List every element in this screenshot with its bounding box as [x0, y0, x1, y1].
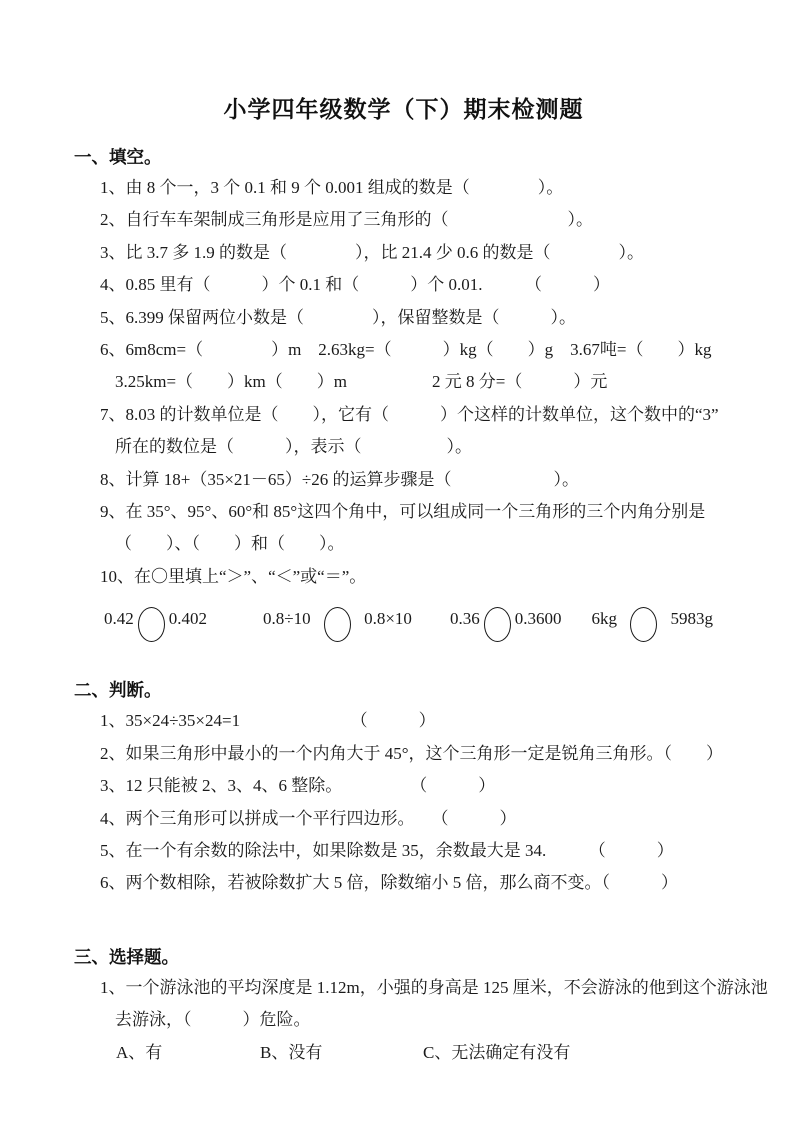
comparison-row — [104, 597, 733, 641]
judgement-line-2: 2、如果三角形中最小的一个内角大于 45°，这个三角形一定是锐角三角形。（ ） — [100, 743, 724, 763]
comparison-left-value: 6kg — [591, 609, 622, 629]
comparison-right-value: 0.3600 — [514, 609, 562, 629]
choice-option-a: A、有 — [116, 1042, 163, 1062]
judgement-line-3: 3、12 只能被 2、3、4、6 整除。 （ ） — [100, 776, 496, 796]
choice-question-continuation: 去游泳，（ ）危险。 — [115, 1010, 311, 1030]
comparison-left-value: 0.42 — [104, 609, 134, 629]
comparison-circle-icon — [484, 607, 511, 642]
section-heading-fill-blanks: 一、填空。 — [74, 147, 162, 167]
section-true-false — [100, 705, 733, 899]
question-line-1: 1、由 8 个一，3 个 0.1 和 9 个 0.001 组成的数是（ ）。 — [100, 178, 564, 197]
judgement-line-4: 4、两个三角形可以拼成一个平行四边形。 （ ） — [100, 808, 517, 828]
comparison-circle-icon — [324, 607, 351, 642]
section-multiple-choice — [100, 972, 768, 1069]
section-heading-multiple-choice: 三、选择题。 — [74, 946, 179, 967]
section-heading-true-false: 二、判断。 — [74, 680, 162, 701]
comparison-right-value: 0.8×10 — [359, 609, 412, 629]
comparison-left-value: 0.8÷10 — [263, 609, 315, 629]
question-line-6-continuation: 3.25km=（ ）km（ ）m 2 元 8 分=（ ）元 — [115, 372, 608, 392]
choice-options-row — [116, 1037, 733, 1069]
judgement-line-6: 6、两个数相除，若被除数扩大 5 倍，除数缩小 5 倍，那么商不变。（ ） — [100, 873, 678, 893]
question-line-4: 4、0.85 里有（ ）个 0.1 和（ ）个 0.01. （ ） — [100, 275, 610, 295]
page-title: 小学四年级数学（下）期末检测题 — [223, 96, 584, 122]
question-line-9-continuation: （ ）、（ ）和（ ）。 — [115, 534, 345, 554]
question-line-10: 10、在〇里填上“＞”、“＜”或“＝”。 — [100, 566, 367, 586]
question-line-2: 2、自行车车架制成三角形是应用了三角形的（ ）。 — [100, 210, 593, 230]
choice-option-c: C、无法确定有没有 — [423, 1042, 571, 1062]
comparison-right-value: 0.402 — [168, 609, 207, 629]
comparison-item-1 — [104, 602, 207, 637]
question-line-8: 8、计算 18+（35×21－65）÷26 的运算步骤是（ ）。 — [100, 469, 580, 489]
question-line-3: 3、比 3.7 多 1.9 的数是（ ），比 21.4 少 0.6 的数是（ ）。 — [100, 242, 644, 262]
section-fill-blanks — [100, 172, 733, 641]
judgement-line-5: 5、在一个有余数的除法中，如果除数是 35，余数最大是 34. （ ） — [100, 840, 674, 860]
comparison-item-4 — [591, 602, 713, 637]
comparison-left-value: 0.36 — [449, 609, 480, 629]
comparison-item-3 — [450, 602, 562, 637]
comparison-item-2 — [263, 602, 412, 637]
comparison-right-value: 5983g — [666, 609, 713, 629]
comparison-circle-icon — [138, 607, 165, 642]
choice-question-line: 1、一个游泳池的平均深度是 1.12m，小强的身高是 125 厘米，不会游泳的他到这个游泳池 — [100, 977, 768, 997]
question-line-7: 7、8.03 的计数单位是（ ），它有（ ）个这样的计数单位，这个数中的“3” — [100, 404, 719, 424]
question-line-7-continuation: 所在的数位是（ ），表示（ ）。 — [115, 437, 472, 457]
judgement-line-1: 1、35×24÷35×24=1 （ ） — [100, 711, 436, 731]
question-line-6: 6、6m8cm=（ ）m 2.63kg=（ ）kg（ ）g 3.67吨=（ ）kg — [100, 340, 712, 360]
choice-option-b: B、没有 — [260, 1042, 323, 1062]
comparison-circle-icon — [630, 607, 657, 642]
question-line-5: 5、6.399 保留两位小数是（ ），保留整数是（ ）。 — [100, 307, 576, 327]
question-line-9: 9、在 35°、95°、60°和 85°这四个角中，可以组成同一个三角形的三个内角分别是 — [100, 502, 706, 522]
